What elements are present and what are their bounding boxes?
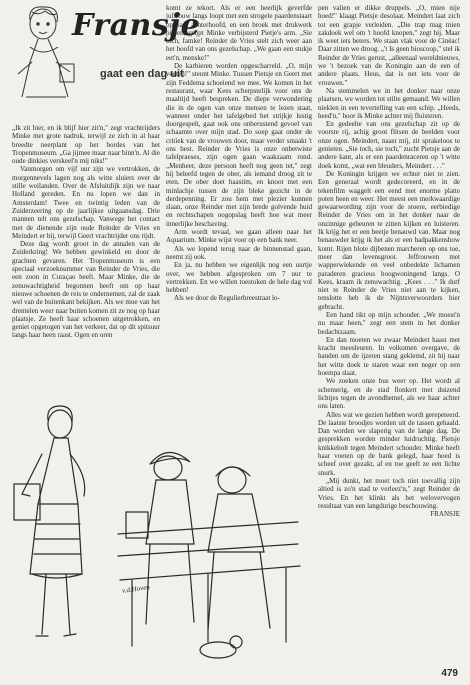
paragraph: Deze dag wordt groot in de annalen van de Zuiderkring! We hebben gewinkeld en door de grachten gevaren. Het Tropenmuseum is een speciaal verzoeknummer van Reinder de Vries, die een zoon in Curaçao heeft. Maar Minke, die de zenuwachtigheid begonnen heeft om op haar nieuwe schoenen de reis te ondernemen, zal de zaak wel van de buitenkant bekijken. Als we moe van het drentelen weer naar buiten komen zit ze nog op haar plaatsje. Ze heeft haar schoenen uitgetrokken, en geniet opgetogen van het verkeer, dat op dit spitsuur langs haar heen raast. Ogen en oren	[12, 240, 160, 340]
paragraph: „Ik zit hier, en ik blijf hier zit'n," zegt vrachtrijders Minke met grote nadruk, terwijl ze zich in al haar breedte neerplant op het bordes van het Tropenmuseum. „Ga jijmee maar naar binn'n. Al die oude dinkies verskeel'n mij niks!"	[12, 124, 160, 166]
paragraph: We zoeken onze bus weer op. Het wordt al schemerig, en de stad flonkert met duizend lichtjes tegen de avondhemel, als we haar achter ons laten.	[318, 377, 460, 411]
page-number: 479	[441, 668, 458, 679]
paragraph: Een hand tikt op mijn schouder. „We moest'n nu maar heen," zegt een stem in het donker bedachtzaam.	[318, 310, 460, 336]
article-subtitle: gaat een dag uit	[100, 68, 184, 80]
illustrator-signature: v.d.Hoven	[121, 583, 151, 595]
text-column-1	[12, 124, 160, 340]
paragraph: Als we lopend terug naar de binnenstad gaan, neemt zij ook.	[166, 244, 312, 261]
paragraph: Na stemmelen we in het donker naar onze plaatsen, we worden tot stilte gemaand. We willen nieklen in een tevertelling van een schip. „Heeds, heed'n," hoor ik Minke achter mij fluisteren.	[318, 86, 460, 120]
article-title: Fransje	[72, 8, 201, 43]
paragraph: En dan moeten we zwaar Meindert haast met kracht meesleuren. In volkomen overgave, de handen om de ijzeren stang geklemd, zit hij naar het witte doek te staren waar een neger op een hoempa slaat.	[318, 335, 460, 378]
paragraph: Als we door de Regulierbreestraat lo-	[174, 294, 280, 303]
paragraph: De karbieren worden opgescharreld. „O, mijn voeten!" steunt Minke. Tussen Pietsje en Geert met zijn Feddema schoeiend we mee. We komen in het restaurant, waar Kees scherpstelijk voor ons de maaltijd heeft bespreken. De diepe verwondering die in de ogen van onze mensen te lezen staat, wanneer onder het tafelgebed het strijkje lustig doorgespelt, gaat ook ons onberustend gevoel van schaamte over mijn stad. Do soep gaat onder de critiek van de vrouwen door, maar verder smaakt 't ons best. Reinder de Vries is onze onbetwiste tafelpraeses, zijn ogen gaan waakzaam rond. „Menheer, deze persoon heeft nog geen tet," zegt hij beleefd tegen de ober, als iemand droog zit te eten. De ober doet haastim, en knoot met een minlachje tussen de zijn bleke gezicht in de derdepenning. Er zou hem met plezier kunnen slaan, onze Reinder met zijn brede golvende huid en rechtschapen oogopslag heeft hoe wat meer innerlijke beschaving.	[166, 62, 312, 228]
bench-scene-illustration	[8, 384, 308, 674]
text-column-2	[166, 4, 312, 303]
paragraph: En gedeelte van ons gezelschap zit op de voorste rij, achig groot flitsen de beelden voor onze ogen. Meindert, naast mij, zit sprakeloos te genieten. „Sie toch, sie toch," zucht Pietsje aan de andere kant, als er een paardenraceren op 't witte doek komt, „wat een bleuders, Meindert . . ."	[318, 120, 460, 170]
girl-sketch-illustration	[8, 2, 78, 102]
paragraph: De Koningin krijgen we echter niet te zien. Een generaal wordt gedecoreerd, en in de tekenfilm waggelt een eend met enorme platte poten heen en weer. Het meest een merkwaardige gewaarwording zijn voor de stoere, eerbiedige Reinder de Vries om in het donker naar de onzinnige gebeuren te zitten kijken en luisteren. Ik krijg het er een beetje benauwd van. Maar nog benauwder krijg ik het als er een badpakkenshow komt. Rijen blote dijbenen marcheren op ons toe, meer dan levensgroot. Jeffrouwen met wapperwiekende en veel onbedekte lichamen paraderen gracieus hoogwoningend langs. O Kees, kraam ik zenuwachtig. „Kees . . ." Ik durf niet te Reinder de Vries niet aan te kijken, tenslotte heb ik de Nijntsverwoorders hier gebracht.	[318, 169, 460, 311]
paragraph: Arm wordt tevaal, we gaan alleen naar het Aquarium. Minke wijst voor op een bank neer.	[166, 228, 312, 245]
paragraph: En ja, nu hebben we eigenlijk nog een uurtje over, we hebben afgesproken om 7 uur te vertrekken. En we willen toestoken de hele dag vol hebben!	[166, 261, 312, 295]
paragraph: komt ze tekort. Als er een heerlijk geverfde juffrouw langs loopt met een strogele paardenstaart op haar achterhoofd, en een broek met drukwerk pijpen, grijpt Minke verbijsterd Pietje's arm. „Sie toch, famke! Reinder de Vries stelt zich weer aan het hoofd van ons gezelschap. „We gaan een stukje eet'n, menske!"	[166, 4, 312, 62]
paragraph: pen valien er dikke druppels. „O, mien nije hoed!" klaagt Pietsje desolaat. Meindert laat zich tot een grapje verleiden. „Die trap mag mien zakdoek wel om 't hoofd knopen," zegt hij. Maar ik weet iets beters. We staan vlak voor de Cinéac! Daar zitten we droog. „'t Is geen bioscoop," stel ik Reinder de Vries gerust, „alleenaal wereldnieuws, we 't bezoek van de Koningin aan de een of andere plaats. Heus, dat is net iets voor de vrouwen."	[318, 4, 460, 87]
paragraph: „Mij dunkt, het moet toch niet toevallig zijn altied is zo'n stad te verleez'n," zegt Reinder de Vries. En het klinkt als het welovervogen resultaat van een langdurige beschouwing.	[318, 476, 460, 510]
paragraph: Alles wat we gezien hebben wordt gerepeteerd. De laatste broodjes worden uit de tassen gehaald. Dan worden we slaperig van de lange dag. De gesprekken worden minder luidruchtig. Pietsje knikkebolt tegen Meindert schouder. Minke heeft haar voeten op de bank gelegd, haar hoed is scheef over gezakt, af en toe geeft ze een lichte snurk.	[318, 410, 460, 477]
text-column-3	[318, 4, 460, 518]
paragraph: Vanmorgen om vijf uur zijn we vertrokken, de morgennevels lagen nog als witte sluiers over de stille weilanden. Over de Afsluitdijk zijn we naar Holland gereden. En nu lopen we dan in Amsterdam! Twee en twintig leden van de Zuiderzeering op de jaarlijkse uitgaansdag. Drie mannen telt ons gezelschap. Vanwege het contact met de dienende zijn oude Reinder de Vries en Meindert er bij, terwijl Geert vrachtrijder ons rijdt.	[12, 165, 160, 240]
author-signoff: FRANSJE	[430, 510, 460, 519]
